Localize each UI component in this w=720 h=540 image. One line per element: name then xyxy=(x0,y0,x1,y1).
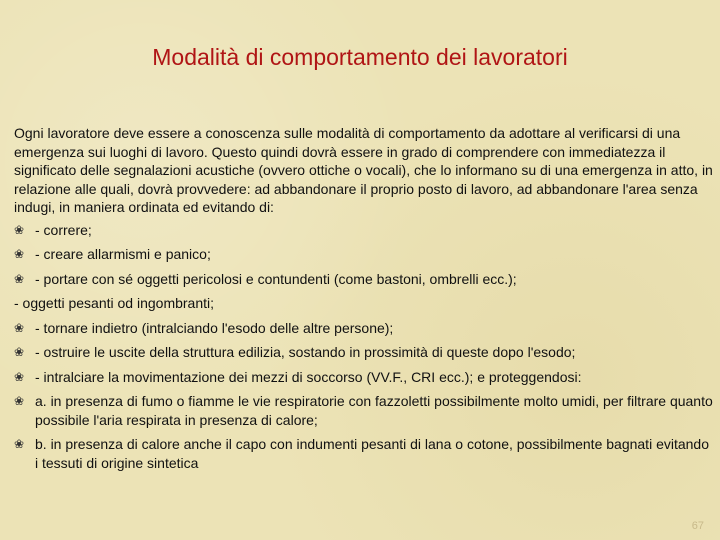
list-item-text: - intralciare la movimentazione dei mezzi di soccorso (VV.F., CRI ecc.); e proteggendosi: xyxy=(35,368,582,385)
list-item-text: - oggetti pesanti od ingombranti; xyxy=(14,295,215,311)
intro-paragraph: Ogni lavoratore deve essere a conoscenza sulle modalità di comportamento da adottare al verificarsi di una emergenza sui luoghi di lavoro. Questo quindi dovrà essere in grado di comprendere con immediatezza il significato delle segnalazioni acustiche (ovvero ottiche o vocali), che lo informano su di una emergenza in atto, in relazione alle quali, dovrà provvedere: ad abbandonare il proprio posto di lavoro, ad abbandonare l'area senza indugi, in maniera ordinata ed evitando di: xyxy=(14,125,713,215)
list-item-text: a. in presenza di fumo o fiamme le vie respiratorie con fazzoletti possibilmente molto umidi, per filtrare quanto possibile l'aria respirata in presenza di calore; xyxy=(35,393,713,428)
list-item xyxy=(14,270,714,289)
slide-title: Modalità di comportamento dei lavoratori xyxy=(152,44,568,70)
bullet-icon: ❀ xyxy=(14,394,25,408)
list-item xyxy=(14,368,714,387)
bullet-icon: ❀ xyxy=(14,369,25,384)
list-item-text: - portare con sé oggetti pericolosi e contundenti (come bastoni, ombrelli ecc.); xyxy=(35,270,517,287)
list-item xyxy=(14,435,714,472)
bullet-icon: ❀ xyxy=(14,271,25,286)
list-item xyxy=(14,221,714,240)
list-item-text: - tornare indietro (intralciando l'esodo delle altre persone); xyxy=(35,319,394,336)
bullet-icon: ❀ xyxy=(14,320,25,335)
list-item-text: b. in presenza di calore anche il capo con indumenti pesanti di lana o cotone, possibilmente bagnati evitando i tessuti di origine sintetica xyxy=(35,436,709,471)
plain-line xyxy=(14,294,714,313)
list-item xyxy=(14,343,714,362)
bullet-icon: ❀ xyxy=(14,247,25,261)
bullet-icon: ❀ xyxy=(14,222,25,237)
list-item-text: - ostruire le uscite della struttura edilizia, sostando in prossimità di queste dopo l'esodo; xyxy=(35,344,576,360)
list-item xyxy=(14,319,714,338)
list-item xyxy=(14,245,714,264)
page-number: 67 xyxy=(691,520,704,532)
bullet-icon: ❀ xyxy=(14,345,25,359)
bullet-icon: ❀ xyxy=(14,437,25,451)
list-item xyxy=(14,392,714,429)
list-item-text: - creare allarmismi e panico; xyxy=(35,246,211,262)
list-item-text: - correre; xyxy=(35,221,92,238)
slide-content xyxy=(14,124,714,478)
